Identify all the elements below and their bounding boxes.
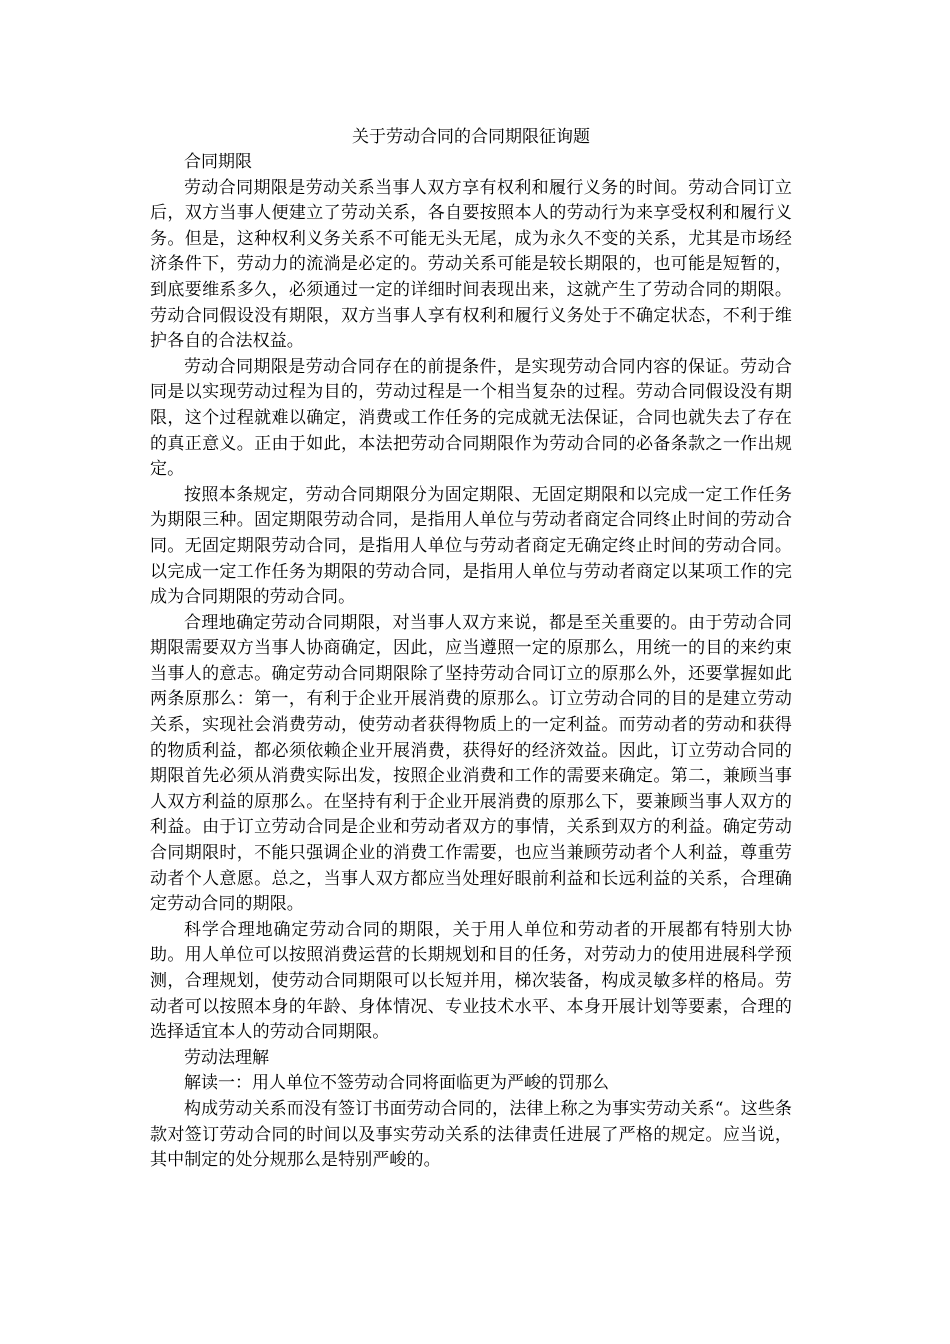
paragraph-4: 合理地确定劳动合同期限，对当事人双方来说，都是至关重要的。由于劳动合同期限需要双方当事人协商确定，因此，应当遵照一定的原那么，用统一的目的来约束当事人的意志。确定劳动合同期限除了坚持劳动合同订立的原那么外，还要掌握如此两条原那么：第一，有利于企业开展消费的原那么。订立劳动合同的目的是建立劳动关系，实现社会消费劳动，使劳动者获得物质上的一定利益。而劳动者的劳动和获得的物质利益，都必须依赖企业开展消费，获得好的经济效益。因此，订立劳动合同的期限首先必须从消费实际出发，按照企业消费和工作的需要来确定。第二，兼顾当事人双方利益的原那么。在坚持有利于企业开展消费的原那么下，要兼顾当事人双方的利益。由于订立劳动合同是企业和劳动者双方的事情，关系到双方的利益。确定劳动合同期限时，不能只强调企业的消费工作需要，也应当兼顾劳动者个人利益，尊重劳动者个人意愿。总之，当事人双方都应当处理好眼前利益和长远利益的关系，合理确定劳动合同的期限。: [150, 612, 792, 915]
document-title: 关于劳动合同的合同期限征询题: [352, 127, 590, 147]
document-page: [150, 125, 792, 1174]
paragraph-1: 劳动合同期限是劳动关系当事人双方享有权利和履行义务的时间。劳动合同订立后，双方当事人便建立了劳动关系，各自要按照本人的劳动行为来享受权利和履行义务。但是，这种权利义务关系不可能无头无尾，成为永久不变的关系，尤其是市场经济条件下，劳动力的流淌是必定的。劳动关系可能是较长期限的，也可能是短暂的，到底要维系多久，必须通过一定的详细时间表现出来，这就产生了劳动合同的期限。劳动合同假设没有期限，双方当事人享有权利和履行义务处于不确定状态，不利于维护各自的合法权益。: [150, 177, 792, 352]
paragraph-5: 科学合理地确定劳动合同的期限，关于用人单位和劳动者的开展都有特别大协助。用人单位可以按照消费运营的长期规划和目的任务，对劳动力的使用进展科学预测，合理规划，使劳动合同期限可以长短并用，梯次装备，构成灵敏多样的格局。劳动者可以按照本身的年龄、身体情况、专业技术水平、本身开展计划等要素，合理的选择适宜本人的劳动合同期限。: [150, 919, 792, 1043]
paragraph-2: 劳动合同期限是劳动合同存在的前提条件，是实现劳动合同内容的保证。劳动合同是以实现劳动过程为目的，劳动过程是一个相当复杂的过程。劳动合同假设没有期限，这个过程就难以确定，消费或工作任务的完成就无法保证，合同也就失去了存在的真正意义。正由于如此，本法把劳动合同期限作为劳动合同的必备条款之一作出规定。: [150, 356, 792, 480]
subheading-interpretation-1: 解读一：用人单位不签劳动合同将面临更为严峻的罚那么: [184, 1073, 609, 1094]
section-heading-contract-term: 合同期限: [184, 152, 252, 172]
section-heading-labor-law: 劳动法理解: [184, 1047, 269, 1068]
paragraph-6: 构成劳动关系而没有签订书面劳动合同的，法律上称之为事实劳动关系“。这些条款对签订劳动合同的时间以及事实劳动关系的法律责任进展了严格的规定。应当说，其中制定的处分规那么是特别严峻的。: [150, 1098, 792, 1171]
paragraph-3: 按照本条规定，劳动合同期限分为固定期限、无固定期限和以完成一定工作任务为期限三种。固定期限劳动合同，是指用人单位与劳动者商定合同终止时间的劳动合同。无固定期限劳动合同，是指用人单位与劳动者商定无确定终止时间的劳动合同。以完成一定工作任务为期限的劳动合同，是指用人单位与劳动者商定以某项工作的完成为合同期限的劳动合同。: [150, 484, 792, 608]
